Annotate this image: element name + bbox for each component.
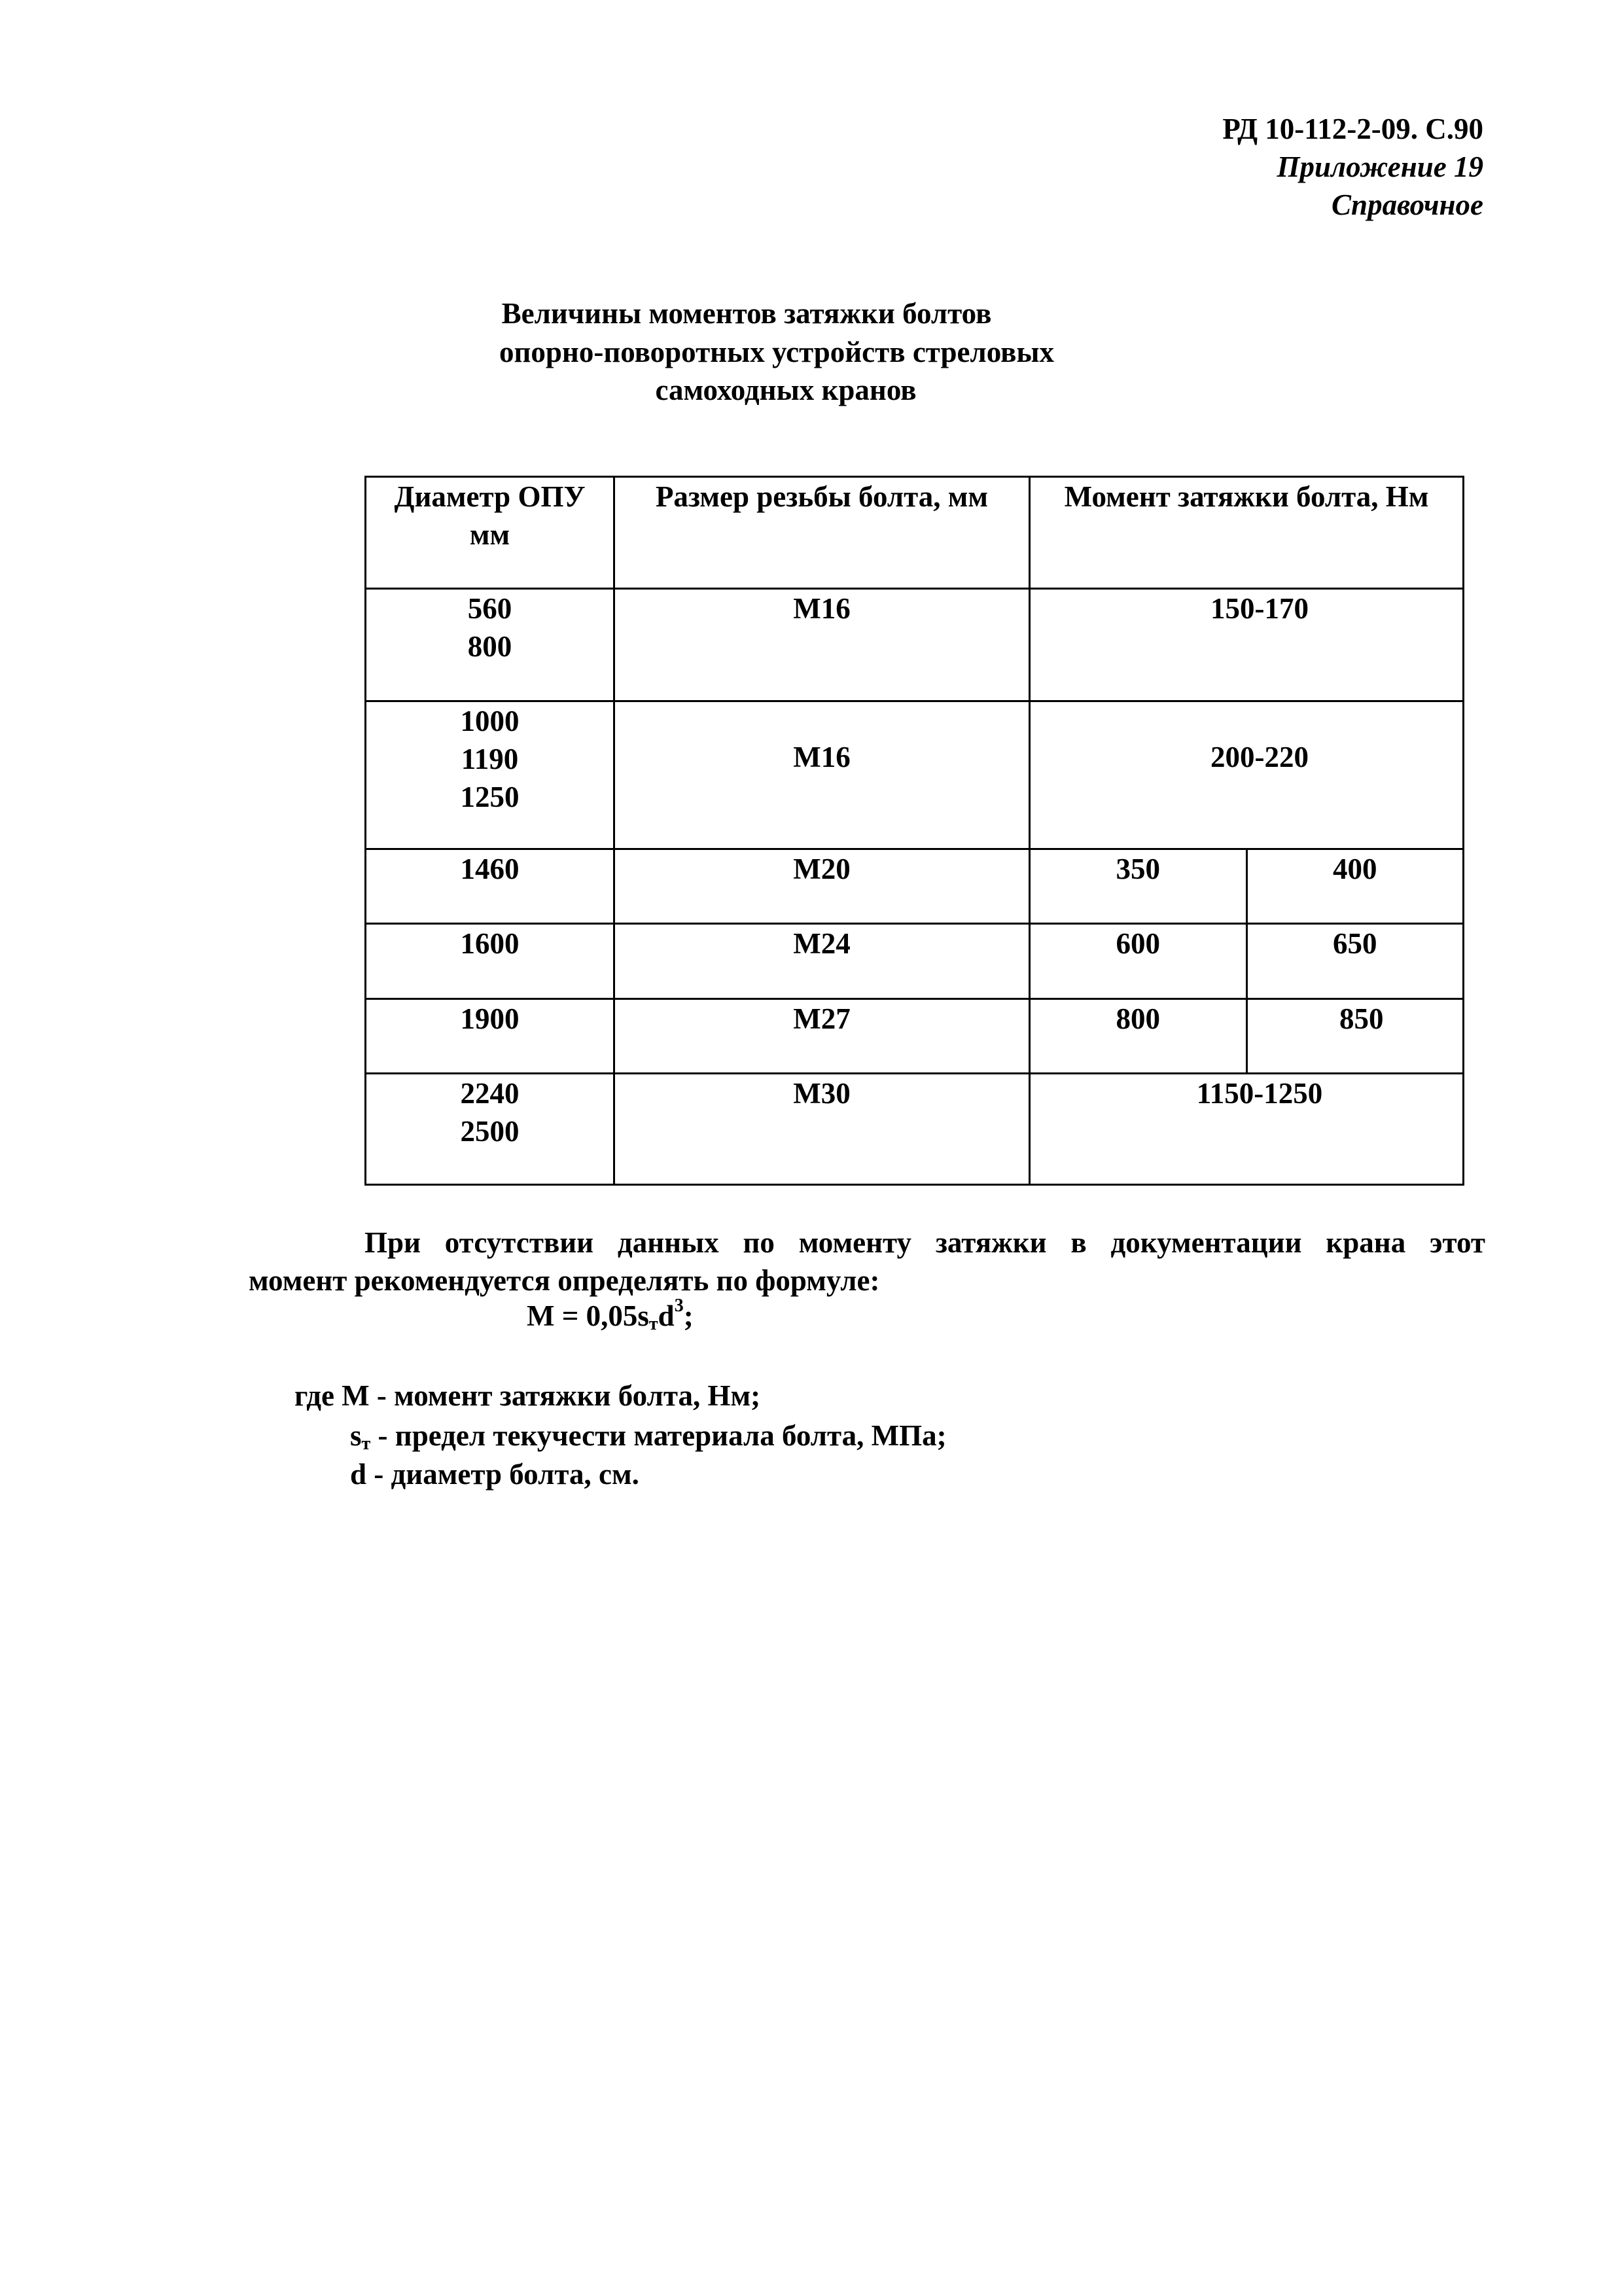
torque-min-cell: 600 bbox=[1030, 924, 1247, 999]
diameter-value: 2500 bbox=[460, 1115, 520, 1148]
diameter-cell: 1900 bbox=[366, 999, 614, 1074]
torque-max-cell: 400 bbox=[1246, 849, 1464, 924]
formula-subscript: т bbox=[648, 1314, 658, 1334]
document-code: РД 10-112-2-09. С.90 bbox=[1222, 113, 1483, 145]
torque-max-cell: 850 bbox=[1246, 999, 1464, 1074]
torque-formula bbox=[527, 1296, 694, 1334]
torque-cell: 1150-1250 bbox=[1030, 1074, 1464, 1185]
legend-text: - предел текучести материала болта, МПа; bbox=[370, 1419, 947, 1452]
formula-diameter-symbol: d bbox=[658, 1299, 675, 1332]
paragraph-line-1: При отсутствии данных по моменту затяжки в документации крана этот bbox=[364, 1226, 1485, 1259]
thread-cell: М27 bbox=[614, 999, 1030, 1074]
formula-exponent: 3 bbox=[674, 1296, 684, 1316]
torque-max-cell: 650 bbox=[1246, 924, 1464, 999]
table-row bbox=[366, 849, 1464, 924]
thread-cell: М16 bbox=[614, 701, 1030, 849]
thread-cell: М24 bbox=[614, 924, 1030, 999]
bolt-torque-table bbox=[364, 476, 1464, 1186]
legend-yield-strength bbox=[350, 1417, 947, 1455]
legend-diameter: d - диаметр болта, см. bbox=[350, 1458, 639, 1491]
diameter-value: 800 bbox=[467, 630, 512, 663]
header-torque: Момент затяжки болта, Нм bbox=[1030, 477, 1464, 589]
torque-min-cell: 800 bbox=[1030, 999, 1247, 1074]
diameter-cell: 1600 bbox=[366, 924, 614, 999]
diameter-cell bbox=[366, 701, 614, 849]
diameter-value: 1000 bbox=[460, 705, 520, 737]
legend-subscript: т bbox=[361, 1434, 371, 1454]
table-row bbox=[366, 999, 1464, 1074]
thread-cell: М16 bbox=[614, 589, 1030, 701]
table-header-row bbox=[366, 477, 1464, 589]
appendix-status: Справочное bbox=[1332, 188, 1483, 221]
header-diameter bbox=[366, 477, 614, 589]
paragraph-line-2: момент рекомендуется определять по формуле: bbox=[249, 1264, 880, 1297]
legend-m: где М - момент затяжки болта, Нм; bbox=[294, 1379, 761, 1412]
diameter-value: 2240 bbox=[460, 1077, 520, 1110]
thread-cell: М30 bbox=[614, 1074, 1030, 1185]
diameter-value: 1190 bbox=[461, 743, 519, 775]
diameter-value: 560 bbox=[467, 592, 512, 625]
table-title-line-3: самоходных кранов bbox=[655, 374, 917, 406]
header-diameter-unit: мм bbox=[469, 518, 510, 551]
torque-cell: 200-220 bbox=[1030, 701, 1464, 849]
header-diameter-label: Диаметр ОПУ bbox=[394, 480, 586, 513]
table-row bbox=[366, 1074, 1464, 1185]
table-title-line-2: опорно-поворотных устройств стреловых bbox=[499, 336, 1055, 368]
formula-end: ; bbox=[683, 1299, 694, 1332]
diameter-cell: 1460 bbox=[366, 849, 614, 924]
table-row bbox=[366, 924, 1464, 999]
table-row bbox=[366, 589, 1464, 701]
legend-symbol: s bbox=[350, 1419, 362, 1452]
thread-cell: М20 bbox=[614, 849, 1030, 924]
appendix-number: Приложение 19 bbox=[1277, 150, 1483, 183]
formula-lhs: М = 0,05s bbox=[527, 1299, 649, 1332]
table-title-line-1: Величины моментов затяжки болтов bbox=[501, 297, 992, 330]
table-row bbox=[366, 701, 1464, 849]
diameter-value: 1250 bbox=[460, 781, 520, 813]
diameter-cell bbox=[366, 589, 614, 701]
diameter-cell bbox=[366, 1074, 614, 1185]
torque-min-cell: 350 bbox=[1030, 849, 1247, 924]
header-thread: Размер резьбы болта, мм bbox=[614, 477, 1030, 589]
torque-cell: 150-170 bbox=[1030, 589, 1464, 701]
